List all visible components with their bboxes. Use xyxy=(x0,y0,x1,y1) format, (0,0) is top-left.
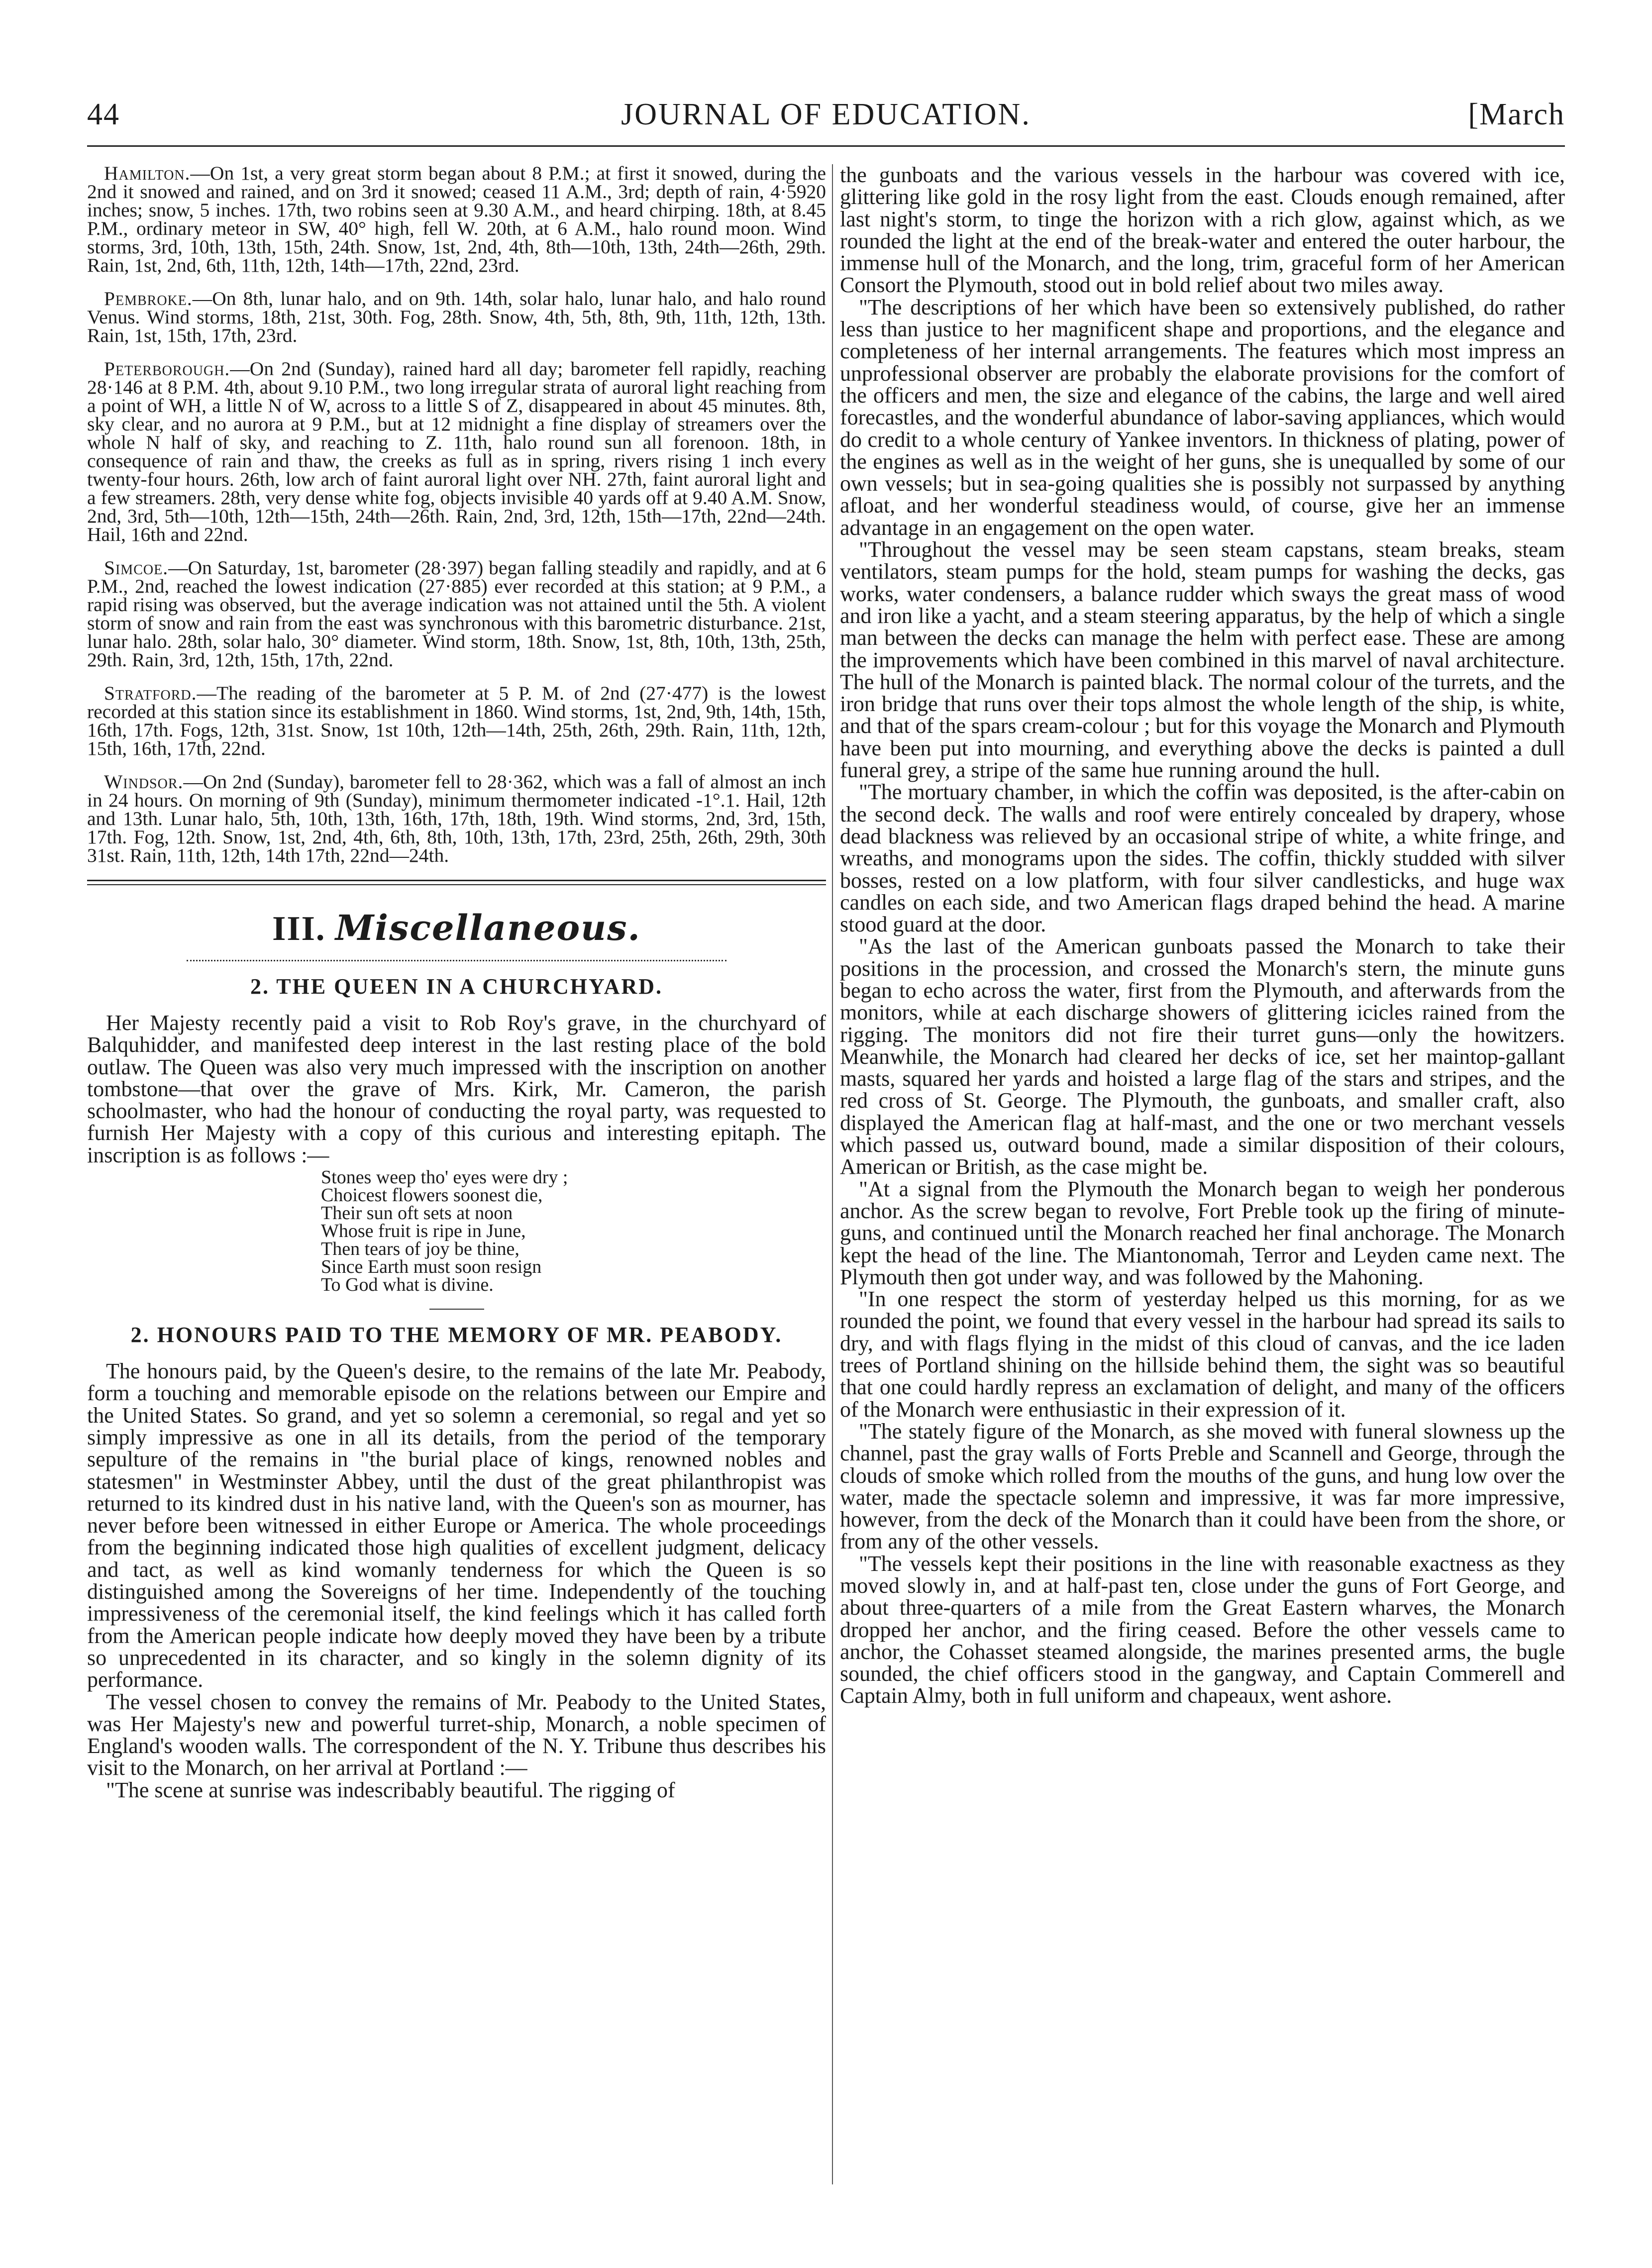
weather-entry-text: —On 2nd (Sunday), barometer fell to 28·362, which was a fall of almost an inch in 24 hours. On morning of 9th (Sunday), minimum thermometer indicated -1°.1. Hail, 12th and 13th. Lunar halo, 5th, 10th, 13th, 16th, 17th, 18th, 19th. Wind storms, 2nd, 3rd, 15th, 17th. Fog, 12th. Snow, 1st, 2nd, 4th, 6th, 8th, 10th, 13th, 17th, 23rd, 25th, 26th, 29th, 30th 31st. Rain, 11th, 12th, 14th 17th, 22nd—24th. xyxy=(87,771,826,866)
article-paragraph: "As the last of the American gunboats passed the Monarch to take their positions in the procession, and crossed the Monarch's stern, the minute guns began to echo across the water, first from the Plymouth, and afterwards from the monitors, while at each discharge showers of glittering icicles rained from the rigging. The monitors did not fire their turret guns—only the howitzers. Meanwhile, the Monarch had cleared her decks of ice, set her maintop-gallant masts, squared her yards and hoisted a large flag of the stars and stripes, and the red cross of St. George. The Plymouth, the gunboats, and smaller craft, also displayed the American flag at half-mast, and the one or two merchant vessels which passed us, outward bound, made a similar disposition of their colours, American or British, as the case might be. xyxy=(840,934,1565,1179)
article-paragraph: "The scene at sunrise was indescribably beautiful. The rigging of xyxy=(106,1777,675,1802)
weather-entry-simcoe xyxy=(87,559,826,669)
section-numeral: III. xyxy=(272,910,326,948)
ornamental-rule xyxy=(187,956,726,961)
article-separator xyxy=(429,1309,484,1310)
article-paragraph: "The vessels kept their positions in the line with reasonable exactness as they moved slowly in, and at half-past ten, close under the guns of Fort George, and about three-quarters of a mile from the Great Eastern wharves, the Monarch dropped her anchor, and the firing ceased. Before the other vessels came to anchor, the Cohasset steamed alongside, the marines presented arms, the bugle sounded, the chief officers stood in the gangway, and Captain Commerell and Captain Almy, both in full uniform and chapeaux, went ashore. xyxy=(840,1551,1565,1708)
poem-line: Whose fruit is ripe in June, xyxy=(321,1221,526,1242)
weather-entry-hamilton xyxy=(87,164,826,275)
weather-entry-text: —The reading of the barometer at 5 P. M. of 2nd (27·477) is the lowest recorded at this station since its establishment in 1860. Wind storms, 1st, 2nd, 9th, 14th, 15th, 16th, 17th. Fogs, 12th, 31st. Snow, 1st 10th, 12th—14th, 25th, 26th, 29th. Rain, 11th, 12th, 15th, 16th, 17th, 22nd. xyxy=(87,682,826,759)
right-column xyxy=(840,164,1565,1707)
weather-entry-stratford xyxy=(87,684,826,758)
column-divider xyxy=(832,164,833,2184)
article-paragraph: "In one respect the storm of yesterday helped us this morning, for as we rounded the point, we found that every vessel in the harbour had spread its sails to dry, and with flags flying in the midst of this cloud of canvas, and the ice laden trees of Portland shining on the hillside behind them, the sight was so beautiful that one could hardly repress an exclamation of delight, and many of the officers of the Monarch were enthusiastic in their expression of it. xyxy=(840,1287,1565,1422)
header-rule xyxy=(87,145,1565,147)
section-divider xyxy=(87,880,826,885)
poem-line: To God what is divine. xyxy=(321,1274,494,1296)
station-name: Hamilton. xyxy=(104,162,191,184)
article-title-peabody: 2. HONOURS PAID TO THE MEMORY OF MR. PEABODY. xyxy=(130,1323,783,1347)
weather-entry-text: —On 1st, a very great storm began about 8 P.M.; at first it snowed, during the 2nd it snowed and rained, and on 3rd it snowed; ceased 11 A.M., 3rd; depth of rain, 4·5920 inches; snow, 5 inches. 17th, two robins seen at 9.30 A.M., and heard chirping. 18th, at 8.45 P.M., ordinary meteor in SW, 40° high, fell W. 20th, at 6 A.M., halo round moon. Wind storms, 3rd, 10th, 13th, 15th, 24th. Snow, 1st, 2nd, 4th, 8th—10th, 13th, 24th—26th, 29th. Rain, 1st, 2nd, 6th, 11th, 12th, 14th—17th, 22nd, 23rd. xyxy=(87,162,826,276)
weather-entry-peterborough xyxy=(87,360,826,544)
poem-line: Choicest flowers soonest die, xyxy=(321,1185,543,1206)
station-name: Simcoe. xyxy=(104,557,169,579)
station-name: Pembroke. xyxy=(104,288,193,309)
poem-line: Stones weep tho' eyes were dry ; xyxy=(321,1167,568,1188)
article-paragraph: "Throughout the vessel may be seen steam capstans, steam breaks, steam ventilators, steam pumps for the hold, steam pumps for washing the decks, gas works, water condensers, a balance rudder which sways the great mass of wood and iron like a yacht, and a steam steering apparatus, by the help of which a single man between the decks can manage the helm with perfect ease. These are among the improvements which have been combined in this marvel of naval architecture. The hull of the Monarch is painted black. The normal colour of the turrets, and the iron bridge that runs over their tops almost the whole length of the ship, is white, and that of the spars cream-colour ; but for this voyage the Monarch and Plymouth have been put into mourning, and everything above the decks is painted a dull funeral grey, a stripe of the same hue running around the hull. xyxy=(840,537,1565,783)
article-title-queen: 2. THE QUEEN IN A CHURCHYARD. xyxy=(250,974,663,999)
station-name: Stratford. xyxy=(104,682,197,704)
article-paragraph: "The descriptions of her which have been so extensively published, do rather less than justice to her magnificent shape and proportions, and the elegance and completeness of her internal arrangements. The features which most impress an unprofessional observer are probably the elaborate provisions for the comfort of the officers and men, the size and elegance of the cabins, the large and well aired forecastles, and the wonderful abundance of labor-saving appliances, which would do credit to a whole century of Yankee inventors. In thickness of plating, power of the engines as well as in the weight of her guns, she is unequalled by some of our own vessels; but in sea-going qualities she is possibly not surpassed by anything afloat, and her wonderful steadiness would, of course, give her an immense advantage in an engagement on the open water. xyxy=(840,295,1565,540)
article-paragraph: "The mortuary chamber, in which the coffin was deposited, is the after-cabin on the second deck. The walls and roof were entirely concealed by drapery, whose dead blackness was relieved by an occasional stripe of white, a white fringe, and wreaths, and monograms upon the sides. The coffin, thickly studded with silver bosses, rested on a low platform, with four silver candlesticks, and huge wax candles on each side, and two American flags draped behind the head. A marine stood guard at the door. xyxy=(840,780,1565,937)
section-title: Miscellaneous. xyxy=(335,907,641,948)
running-head xyxy=(87,97,1565,142)
station-name: Windsor. xyxy=(104,771,184,793)
poem-line: Then tears of joy be thine, xyxy=(321,1238,519,1260)
weather-entry-text: —On Saturday, 1st, barometer (28·397) began falling steadily and rapidly, and at 6 P.M., 2nd, reached the lowest indication (27·885) ever recorded at this station; at 9 P.M., a rapid rising was observed, but the average indication was not attained until the 5th. A violent storm of snow and rain from the east was synchronous with this barometric disturbance. 21st, lunar halo. 28th, solar halo, 30° diameter. Wind storm, 18th. Snow, 1st, 8th, 10th, 13th, 25th, 29th. Rain, 3rd, 12th, 15th, 17th, 22nd. xyxy=(87,557,826,671)
weather-entry-text: —On 8th, lunar halo, and on 9th. 14th, solar halo, lunar halo, and halo round Venus. Wind storms, 18th, 21st, 30th. Fog, 28th. Snow, 4th, 5th, 8th, 9th, 11th, 12th, 13th. Rain, 1st, 15th, 17th, 23rd. xyxy=(87,288,826,346)
weather-entry-text: —On 2nd (Sunday), rained hard all day; barometer fell rapidly, reaching 28·146 at 8 P.M. 4th, about 9.10 P.M., two long irregular strata of auroral light reaching from a point of WH, a little N of W, across to a little S of Z, disappeared in about 45 minutes. 8th, sky clear, and no aurora at 9 P.M., but at 12 midnight a fine display of streamers over the whole N half of sky, and reaching to Z. 11th, halo round sun all forenoon. 18th, in consequence of rain and thaw, the creeks as full as in spring, rivers rising 1 inch every twenty-four hours. 26th, low arch of faint auroral light over NH. 27th, faint auroral light and a few streamers. 28th, very dense white fog, objects invisible 40 yards off at 9.40 A.M. Snow, 2nd, 3rd, 5th—10th, 12th—15th, 24th—26th. Rain, 2nd, 3rd, 12th, 15th—17th, 22nd—24th. Hail, 16th and 22nd. xyxy=(87,358,826,545)
station-name: Peterborough. xyxy=(104,358,230,380)
section-heading xyxy=(87,908,826,949)
weather-entry-pembroke xyxy=(87,290,826,345)
journal-title: JOURNAL OF EDUCATION. xyxy=(621,98,1031,131)
left-column xyxy=(87,164,826,1801)
article-paragraph: The honours paid, by the Queen's desire, to the remains of the late Mr. Peabody, form a touching and memorable episode on the relations between our Empire and the United States. So grand, and yet so solemn a ceremonial, so regal and yet so simply impressive as one in all its details, from the period of the temporary sepulture of the remains in "the burial place of kings, renowned nobles and statesmen" in Westminster Abbey, until the dust of the great philanthropist was returned to its kindred dust in his native land, with the Queen's son as mourner, has never before been witnessed in either Europe or America. The whole proceedings from the beginning indicated those high qualities of excellent judgment, delicacy and tact, as well as kind womanly tenderness for which the Queen is so distinguished among the Sovereigns of her time. Independently of the touching impressiveness of the ceremonial itself, the kind feelings which it has called forth from the American people indicate how deeply moved they have been by a tribute so unprecedented in its character, and so kingly in the solemn dignity of its performance. xyxy=(87,1359,826,1692)
weather-entry-windsor xyxy=(87,773,826,865)
weather-reports xyxy=(87,164,826,865)
poem-line: Their sun oft sets at noon xyxy=(321,1203,513,1224)
running-head-month: [March xyxy=(1468,98,1565,131)
page-number: 44 xyxy=(87,98,120,131)
poem-line: Since Earth must soon resign xyxy=(321,1256,542,1278)
article-paragraph: The vessel chosen to convey the remains of Mr. Peabody to the United States, was Her Majesty's new and powerful turret-ship, Monarch, a noble specimen of England's wooden walls. The correspondent of the N. Y. Tribune thus describes his visit to the Monarch, on her arrival at Portland :— xyxy=(87,1689,826,1780)
epitaph-poem xyxy=(321,1168,826,1294)
article-paragraph: the gunboats and the various vessels in the harbour was covered with ice, glittering like gold in the rosy light from the east. Clouds enough remained, after last night's storm, to tinge the horizon with a rich glow, against which, as we rounded the light at the end of the break-water and entered the outer harbour, the immense hull of the Monarch, and the long, trim, graceful form of her American Consort the Plymouth, stood out in bold relief about two miles away. xyxy=(840,163,1565,298)
article-paragraph: "The stately figure of the Monarch, as she moved with funeral slowness up the channel, past the gray walls of Forts Preble and Scannell and George, through the clouds of smoke which rolled from the mouths of the guns, and hung low over the water, made the spectacle solemn and impressive, it was far more impressive, however, from the deck of the Monarch than it could have been from the shore, or from any of the other vessels. xyxy=(840,1419,1565,1554)
article-paragraph: "At a signal from the Plymouth the Monarch began to weigh her ponderous anchor. As the screw began to revolve, Fort Preble took up the firing of minute-guns, and continued until the Monarch reached her final anchorage. The Monarch kept the head of the line. The Miantonomah, Terror and Leyden came next. The Plymouth then got under way, and was followed by the Mahoning. xyxy=(840,1176,1565,1289)
article-paragraph: Her Majesty recently paid a visit to Rob Roy's grave, in the churchyard of Balquhidder, and manifested deep interest in the last resting place of the bold outlaw. The Queen was also very much impressed with the inscription on another tombstone—that over the grave of Mrs. Kirk, Mr. Cameron, the parish schoolmaster, who had the honour of conducting the royal party, was requested to furnish Her Majesty with a copy of this curious and interesting epitaph. The inscription is as follows :— xyxy=(87,1011,826,1167)
